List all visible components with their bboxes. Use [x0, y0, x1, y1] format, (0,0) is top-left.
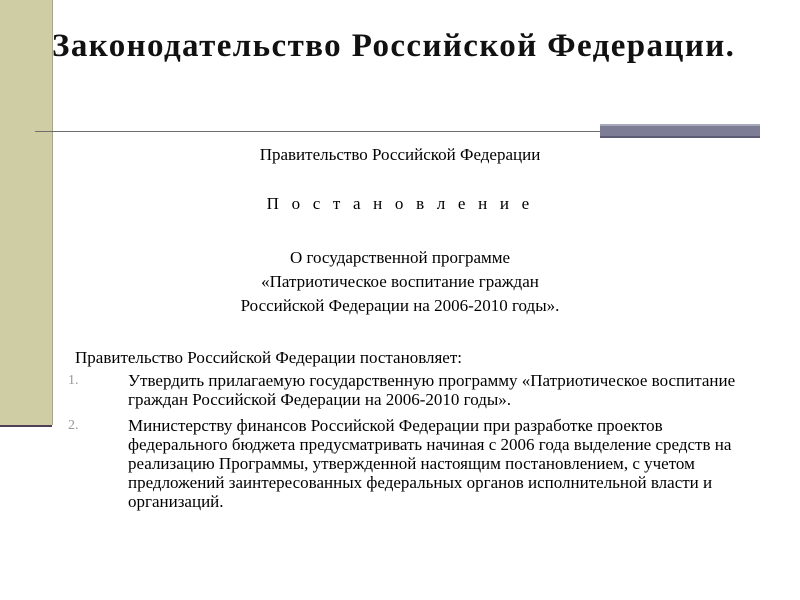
list-item-number: 1. [68, 373, 79, 388]
list-item-number: 2. [68, 418, 79, 433]
list-item [60, 371, 750, 409]
decree-heading: П о с т а н о в л е н и е [266, 194, 534, 213]
title-accent-bar [600, 124, 760, 138]
left-band-divider [0, 425, 52, 427]
list-item-text: Министерству финансов Российской Федерации при разработке проектов федерального бюджета предусматривать начиная с 2006 года выделение средств на реализацию Программы, утвержденной настоящим постановлением, с учетом предложений заинтересованных федеральных органов исполнительной власти и организаций. [128, 416, 732, 511]
list-item [60, 416, 750, 511]
title-underline [35, 131, 600, 132]
resolution-intro: Правительство Российской Федерации постановляет: [75, 348, 463, 367]
program-title-line-3: Российской Федерации на 2006-2010 годы». [240, 296, 560, 315]
resolution-list [60, 371, 750, 518]
program-title-line-2: «Патриотическое воспитание граждан [261, 272, 539, 291]
program-title-line-1: О государственной программе [289, 248, 511, 267]
government-heading: Правительство Российской Федерации [259, 145, 541, 164]
list-item-text: Утвердить прилагаемую государственную программу «Патриотическое воспитание граждан Российской Федерации на 2006-2010 годы». [128, 371, 736, 409]
slide-title: Законодательство Российской Федерации. [52, 28, 736, 64]
